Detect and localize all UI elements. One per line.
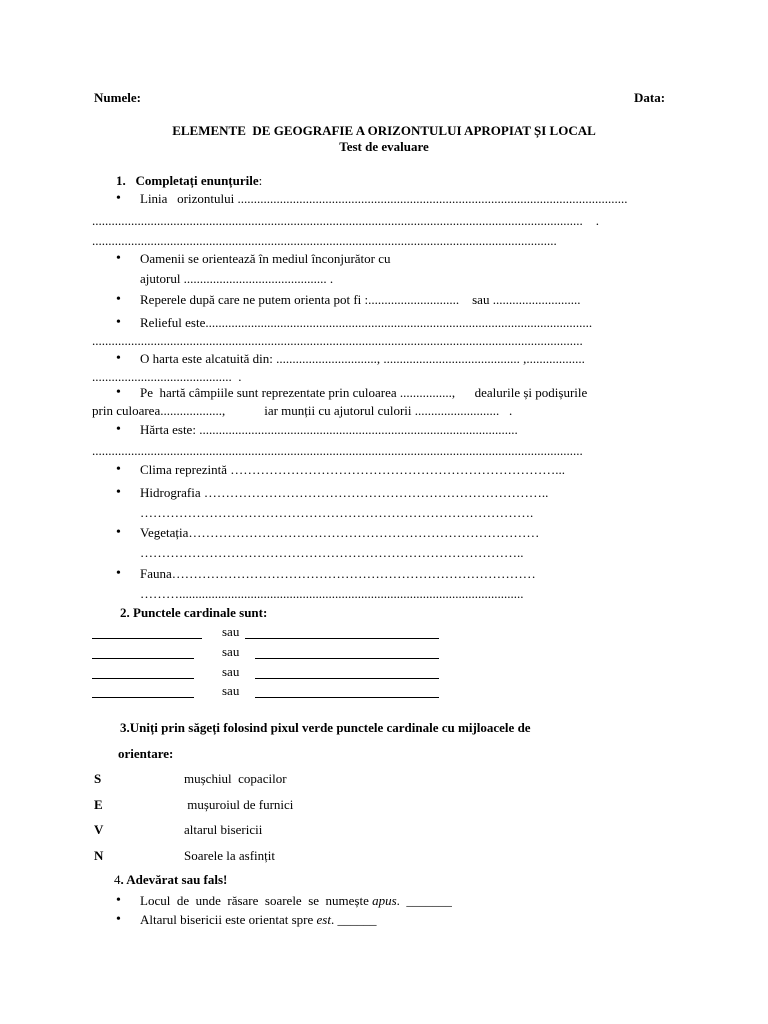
sau-label: sau bbox=[222, 624, 240, 639]
section4-heading-number: 4 bbox=[114, 872, 121, 887]
answer-line bbox=[92, 697, 194, 698]
statement-map-parts-cont: ........................................... . bbox=[92, 369, 242, 384]
statement-relief-cont: ....................................................................................................................................................... bbox=[92, 333, 583, 348]
name-label: Numele: bbox=[94, 90, 141, 105]
answer-line bbox=[92, 658, 194, 659]
statement-hydrography-cont: ………………………………………………………………………………. bbox=[140, 505, 534, 520]
section1-heading-text: 1. Completați enunțurile bbox=[116, 173, 259, 188]
statement-orientation-cont: ajutorul ............................................ . bbox=[140, 271, 334, 286]
statement-map-colors-cont: prin culoarea..................., iar munții cu ajutorul culorii .......................... . bbox=[92, 403, 513, 418]
date-label: Data: bbox=[634, 90, 666, 105]
statement-horizon-line-cont1: ....................................................................................................................................................... . bbox=[92, 213, 599, 228]
statement-map-colors: • Pe hartă câmpiile sunt reprezentate prin culoarea ................, dealurile și podișurile bbox=[140, 385, 587, 401]
orientation-means-moss: mușchiul copacilor bbox=[184, 771, 287, 786]
section3-heading-cont: orientare: bbox=[118, 746, 174, 761]
sau-label: sau bbox=[222, 644, 240, 659]
orientation-means-anthill: mușuroiul de furnici bbox=[184, 797, 294, 812]
section2-heading: 2. Punctele cardinale sunt: bbox=[120, 605, 268, 620]
orientation-means-altar: altarul bisericii bbox=[184, 822, 263, 837]
answer-line bbox=[255, 658, 439, 659]
statement-text: Altarul bisericii este orientat spre bbox=[140, 912, 317, 927]
statement-text: Locul de unde răsare soarele se numește bbox=[140, 893, 373, 908]
statement-emphasis: est bbox=[316, 912, 331, 927]
true-false-statement-1 bbox=[140, 893, 452, 909]
statement-orientation: • Oamenii se orientează în mediul înconjurător cu bbox=[140, 251, 391, 267]
section3-heading: 3.Uniți prin săgeți folosind pixul verde punctele cardinale cu mijloacele de bbox=[120, 720, 531, 735]
orientation-means-sunset: Soarele la asfințit bbox=[184, 848, 275, 863]
answer-line bbox=[255, 697, 439, 698]
answer-blank: . ______ bbox=[330, 912, 377, 927]
statement-vegetation-cont: …………………………………………………………………………….. bbox=[140, 545, 524, 560]
statement-map-is: • Hărta este: .................................................................................................. bbox=[140, 422, 518, 438]
section4-heading-text: . Adevărat sau fals! bbox=[120, 872, 228, 887]
section1-heading bbox=[116, 173, 262, 189]
answer-blank: . _______ bbox=[396, 893, 452, 908]
sau-label: sau bbox=[222, 683, 240, 698]
statement-vegetation: • Vegetația……………………………………………………………………… bbox=[140, 525, 539, 541]
cardinal-letter-e: E bbox=[94, 797, 103, 812]
page-subtitle: Test de evaluare bbox=[339, 139, 429, 154]
answer-line bbox=[92, 638, 202, 639]
page-title: ELEMENTE DE GEOGRAFIE A ORIZONTULUI APROPIAT ȘI LOCAL bbox=[172, 123, 596, 138]
statement-fauna: • Fauna………………………………………………………………………… bbox=[140, 566, 536, 582]
statement-horizon-line-cont2: ............................................................................................................................................... bbox=[92, 233, 557, 248]
statement-map-is-cont: ....................................................................................................................................................... bbox=[92, 443, 583, 458]
cardinal-letter-n: N bbox=[94, 848, 104, 863]
sau-label: sau bbox=[222, 664, 240, 679]
statement-emphasis: apus bbox=[372, 893, 397, 908]
statement-climate: • Clima reprezintă …………………………………………………………………... bbox=[140, 462, 565, 478]
section4-heading bbox=[114, 872, 227, 888]
statement-fauna-cont: ……….......................................................................................................... bbox=[140, 586, 524, 601]
statement-landmarks: • Reperele după care ne putem orienta pot fi :............................ sau ........................... bbox=[140, 292, 580, 308]
statement-map-parts: • O harta este alcatuită din: ..............................., .......................................... ,.................. bbox=[140, 351, 585, 367]
statement-relief: • Relieful este....................................................................................................................... bbox=[140, 315, 592, 331]
cardinal-letter-v: V bbox=[94, 822, 104, 837]
true-false-statement-2 bbox=[140, 912, 376, 928]
statement-hydrography: • Hidrografia …………………………………………………………………….. bbox=[140, 485, 548, 501]
statement-horizon-line: • Linia orizontului ........................................................................................................................ bbox=[140, 191, 627, 207]
cardinal-letter-s: S bbox=[94, 771, 102, 786]
section1-heading-colon: : bbox=[258, 173, 263, 188]
answer-line bbox=[245, 638, 439, 639]
answer-line bbox=[92, 678, 194, 679]
answer-line bbox=[255, 678, 439, 679]
